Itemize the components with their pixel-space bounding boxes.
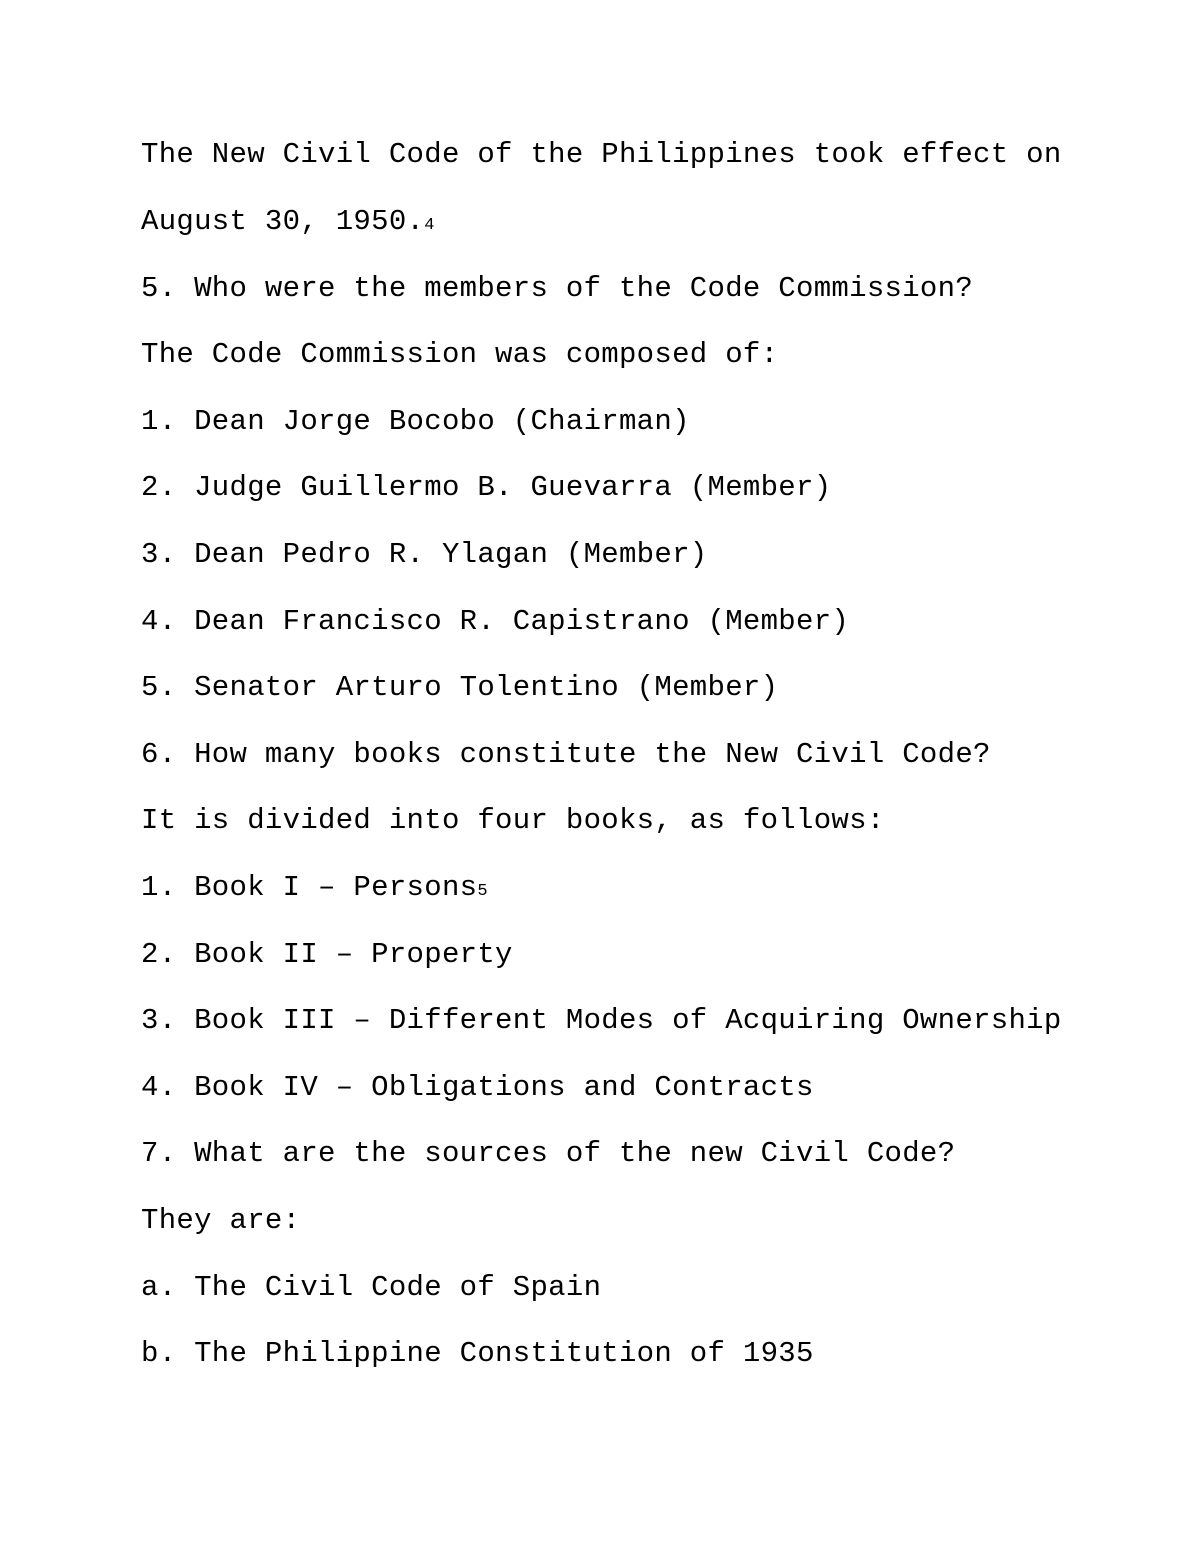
line-text: 5. Who were the members of the Code Commission? [141,272,974,305]
text-line-effectivity-date [141,205,435,243]
line-text: It is divided into four books, as follows: [141,804,885,837]
line-text: August 30, 1950. [141,205,425,238]
member-item-1 [141,405,690,439]
footnote-marker: 4 [424,216,435,235]
line-text: 3. Book III – Different Modes of Acquiring Ownership [141,1004,1062,1037]
footnote-marker: 5 [477,882,488,901]
line-text: The New Civil Code of the Philippines took effect on [141,138,1062,171]
line-text: 4. Dean Francisco R. Capistrano (Member) [141,605,850,638]
line-text: 3. Dean Pedro R. Ylagan (Member) [141,538,708,571]
line-text: 1. Dean Jorge Bocobo (Chairman) [141,405,690,438]
source-item-b [141,1337,814,1371]
line-text: a. The Civil Code of Spain [141,1271,602,1304]
book-item-4 [141,1071,814,1105]
text-line-effectivity [141,138,1062,172]
book-item-2 [141,938,513,972]
book-item-3 [141,1004,1062,1038]
answer-5-intro [141,338,778,372]
line-text: 4. Book IV – Obligations and Contracts [141,1071,814,1104]
line-text: The Code Commission was composed of: [141,338,779,371]
line-text: 7. What are the sources of the new Civil Code? [141,1137,956,1170]
source-item-a [141,1271,601,1305]
question-6 [141,738,991,772]
book-item-1 [141,871,488,909]
line-text: b. The Philippine Constitution of 1935 [141,1337,814,1370]
question-7 [141,1137,955,1171]
answer-6-intro [141,804,885,838]
answer-7-intro [141,1204,300,1238]
line-text: 5. Senator Arturo Tolentino (Member) [141,671,779,704]
member-item-5 [141,671,778,705]
line-text: 1. Book I – Persons [141,871,478,904]
line-text: 2. Judge Guillermo B. Guevarra (Member) [141,471,832,504]
member-item-4 [141,605,849,639]
question-5 [141,272,973,306]
line-text: They are: [141,1204,301,1237]
member-item-2 [141,471,831,505]
line-text: 6. How many books constitute the New Civil Code? [141,738,991,771]
member-item-3 [141,538,708,572]
line-text: 2. Book II – Property [141,938,513,971]
